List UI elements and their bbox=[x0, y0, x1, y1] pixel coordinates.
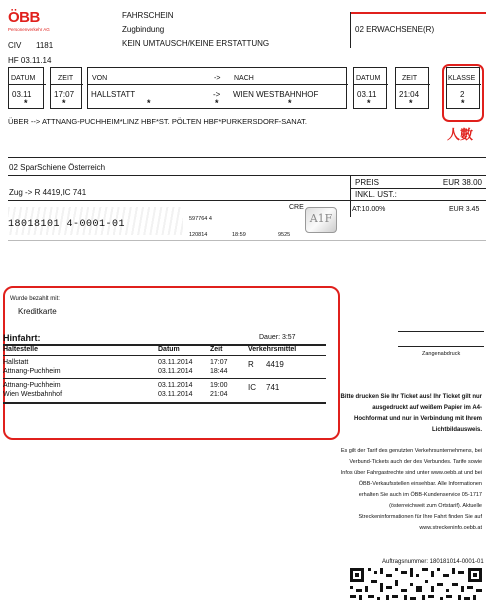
leg-date-arr: 03.11.2014 bbox=[158, 391, 193, 398]
divider bbox=[350, 175, 351, 217]
from-header: VON bbox=[92, 75, 108, 82]
tariff-notice: Es gilt der Tarif des genutzten Verkehrsunternehmens, bei Verbund-Tickets auch der des Verbundes. Tarife sowie Infos über Fahrgastrechte sind unter www.oebb.at und bei ÖBB-Verkaufsstellen einsehbar. Alle Informationen erhalten Sie auch im ÖBB-Kundenservice 05-1717 (österreichweit zum Ortstarif). Aktuelle Streckeninformationen für Ihre Fahrt finden Sie auf www.streckeninfo.oebb.at bbox=[340, 448, 482, 531]
col-means: Verkehrsmittel bbox=[248, 346, 297, 353]
col-stop: Haltestelle bbox=[3, 346, 39, 353]
star-mark: * bbox=[461, 98, 465, 108]
divider bbox=[353, 84, 388, 85]
ticket bbox=[0, 0, 489, 250]
divider bbox=[395, 84, 430, 85]
code-3: 18:59 bbox=[232, 232, 246, 238]
hf-date: HF 03.11.14 bbox=[8, 56, 52, 65]
cre-label: CRE bbox=[289, 204, 304, 211]
star-mark: * bbox=[62, 98, 66, 108]
class-value: 2 bbox=[460, 90, 465, 99]
divider bbox=[3, 355, 326, 356]
code-4: 9525 bbox=[278, 232, 291, 238]
payment-method: Kreditkarte bbox=[18, 307, 57, 316]
code-2: 120814 bbox=[189, 232, 208, 238]
arr-date-header: DATUM bbox=[356, 75, 381, 82]
vat-label: INKL. UST.: bbox=[355, 190, 397, 199]
vat-amount: EUR 3.45 bbox=[449, 206, 480, 213]
col-date: Datum bbox=[158, 346, 180, 353]
from-station: HALLSTATT bbox=[91, 90, 136, 99]
leg-to: Wien Westbahnhof bbox=[3, 391, 63, 398]
leg-time-dep: 19:00 bbox=[210, 382, 228, 389]
leg-from: Attnang-Puchheim bbox=[3, 382, 61, 389]
qr-code bbox=[350, 568, 482, 600]
star-mark: * bbox=[288, 98, 292, 108]
star-mark: * bbox=[367, 98, 371, 108]
civ-label: CIV bbox=[8, 41, 22, 50]
dep-date-header: DATUM bbox=[11, 75, 36, 82]
dep-time-box bbox=[50, 67, 82, 109]
no-exchange-label: KEIN UMTAUSCH/KEINE ERSTATTUNG bbox=[122, 39, 270, 48]
col-time: Zeit bbox=[210, 346, 223, 353]
class-header: KLASSE bbox=[448, 75, 476, 82]
arr-time: 21:04 bbox=[399, 90, 420, 99]
divider bbox=[398, 346, 484, 347]
price-value: EUR 38.00 bbox=[442, 178, 482, 187]
annotation-label: 人數 bbox=[447, 127, 474, 142]
route-arrow: -> bbox=[213, 90, 221, 99]
divider bbox=[3, 402, 326, 404]
star-mark: * bbox=[215, 98, 219, 108]
dep-time: 17:07 bbox=[54, 90, 75, 99]
divider bbox=[50, 84, 83, 85]
train-numbers: Zug -> R 4419,IC 741 bbox=[9, 188, 87, 197]
leg-from: Hallstatt bbox=[3, 359, 29, 366]
leg-time-arr: 21:04 bbox=[210, 391, 228, 398]
star-mark: * bbox=[24, 98, 28, 108]
order-number: Auftragsnummer: 180181014-0001-01 bbox=[382, 559, 484, 565]
tariff-name: 02 SparSchiene Österreich bbox=[9, 163, 106, 172]
divider bbox=[8, 240, 486, 241]
divider bbox=[446, 84, 481, 85]
leg-number: 4419 bbox=[266, 360, 284, 369]
security-seal bbox=[305, 207, 337, 233]
code-1: 597764 4 bbox=[189, 216, 212, 222]
divider bbox=[350, 12, 351, 48]
arrow-header: -> bbox=[214, 75, 221, 82]
leg-date-dep: 03.11.2014 bbox=[158, 359, 193, 366]
ticket-number: 18018101 4-0001-01 bbox=[8, 219, 126, 230]
leg-mode: R bbox=[248, 360, 254, 369]
dep-time-header: ZEIT bbox=[58, 75, 74, 82]
ticket-title: FAHRSCHEIN bbox=[122, 11, 174, 20]
leg-to: Attnang-Puchheim bbox=[3, 368, 61, 375]
price-label: PREIS bbox=[355, 178, 380, 187]
binding-label: Zugbindung bbox=[122, 25, 165, 34]
arr-date: 03.11 bbox=[357, 90, 377, 99]
star-mark: * bbox=[147, 98, 151, 108]
passenger-count: 02 ERWACHSENE(R) bbox=[355, 25, 435, 34]
dep-date: 03.11 bbox=[12, 90, 32, 99]
logo-text: ÖBB bbox=[8, 9, 40, 26]
logo-subtitle: Personenverkehr AG bbox=[8, 27, 50, 32]
civ-value: 1181 bbox=[36, 41, 54, 50]
outbound-label: Hinfahrt: bbox=[3, 333, 41, 343]
red-top-line bbox=[350, 12, 486, 14]
signature-label: Zangenabdruck bbox=[422, 351, 461, 357]
paid-label: Wurde bezahlt mit: bbox=[10, 296, 60, 302]
divider bbox=[8, 157, 486, 158]
divider bbox=[351, 188, 486, 189]
divider bbox=[398, 331, 484, 332]
seal-text: A1F bbox=[309, 212, 333, 225]
via-route: ÜBER --> ATTNANG-PUCHHEIM*LINZ HBF*ST. PÖLTEN HBF*PURKERSDORF-SANAT. bbox=[8, 117, 307, 126]
to-station: WIEN WESTBAHNHOF bbox=[233, 90, 319, 99]
divider bbox=[3, 378, 326, 379]
to-header: NACH bbox=[234, 75, 254, 82]
divider bbox=[8, 200, 486, 201]
leg-time-arr: 18:44 bbox=[210, 368, 228, 375]
leg-time-dep: 17:07 bbox=[210, 359, 228, 366]
divider bbox=[8, 175, 486, 176]
star-mark: * bbox=[409, 98, 413, 108]
vat-percent: AT:10.00% bbox=[352, 206, 386, 213]
divider bbox=[8, 84, 46, 85]
leg-date-dep: 03.11.2014 bbox=[158, 382, 193, 389]
leg-mode: IC bbox=[248, 383, 256, 392]
leg-number: 741 bbox=[266, 383, 280, 392]
duration: Dauer: 3:57 bbox=[259, 334, 296, 341]
divider bbox=[87, 84, 348, 85]
leg-date-arr: 03.11.2014 bbox=[158, 368, 193, 375]
arr-time-header: ZEIT bbox=[402, 75, 418, 82]
print-notice: Bitte drucken Sie Ihr Ticket aus! Ihr Ticket gilt nur ausgedruckt auf weißem Papier im A4-Hochformat und nur in Verbindung mit Ihrem Lichtbildausweis. bbox=[340, 394, 482, 433]
